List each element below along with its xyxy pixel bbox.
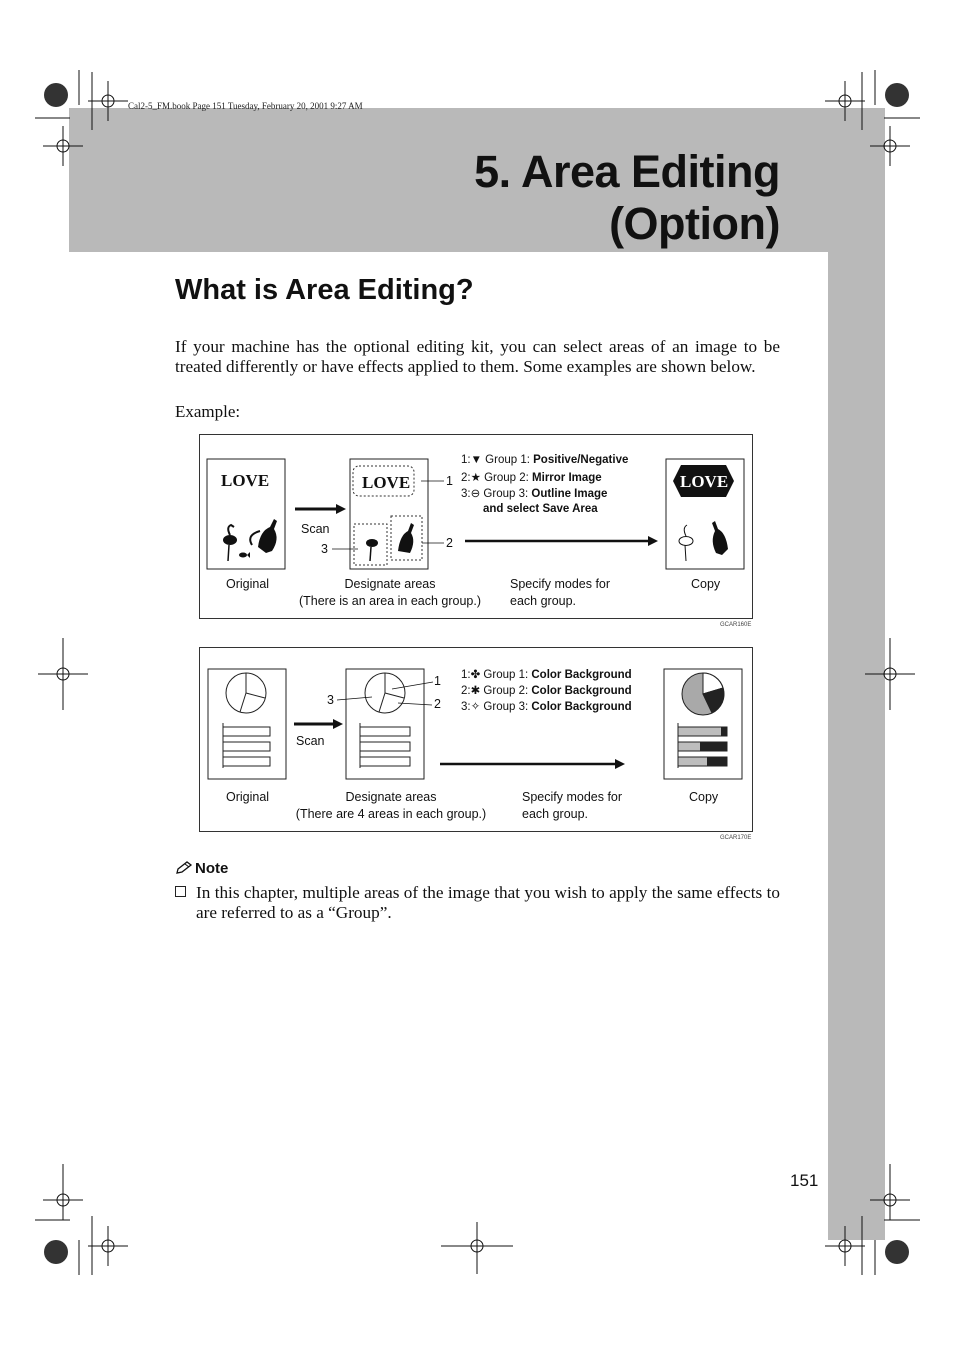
note-item-text: In this chapter, multiple areas of the image that you wish to apply the same effects to are referred to as a “Group”. bbox=[196, 883, 780, 922]
designate-label: Designate areas bbox=[345, 790, 437, 804]
registration-dark-circles bbox=[44, 83, 909, 1264]
group3-mode: Color Background bbox=[531, 701, 632, 713]
group2-mode: Mirror Image bbox=[532, 472, 602, 484]
designate-sub: (There are 4 areas in each group.) bbox=[295, 807, 487, 821]
group1-prefix: 1:✤ Group 1: bbox=[461, 669, 532, 681]
love-text: LOVE bbox=[221, 471, 270, 490]
callout-2: 2 bbox=[446, 536, 453, 550]
group3-mode-cont: and select Save Area bbox=[483, 503, 598, 515]
figure-code: GCAR170E bbox=[720, 835, 752, 841]
scan-label: Scan bbox=[296, 734, 325, 748]
chapter-title: 5. Area Editing (Option) bbox=[474, 146, 780, 249]
original-label: Original bbox=[226, 577, 270, 591]
group3-prefix: 3:✧ Group 3: bbox=[461, 701, 532, 713]
love-text-designated: LOVE bbox=[362, 473, 411, 492]
callout-3: 3 bbox=[321, 542, 328, 556]
callout-2: 2 bbox=[434, 697, 441, 711]
specify-sub: each group. bbox=[522, 807, 589, 821]
callout-1: 1 bbox=[446, 474, 453, 488]
designate-sub: (There is an area in each group.) bbox=[298, 594, 482, 608]
intro-paragraph: If your machine has the optional editing kit, you can select areas of an image to be treated differently or have effects applied to them. Some examples are shown below. bbox=[175, 337, 780, 376]
group2-mode: Color Background bbox=[531, 685, 632, 697]
love-text-negative: LOVE bbox=[680, 472, 729, 491]
group3-prefix: 3:⊖ Group 3: bbox=[461, 488, 532, 500]
original-label: Original bbox=[226, 790, 270, 804]
figure-code: GCAR160E bbox=[720, 622, 752, 628]
note-heading-text: Note bbox=[195, 860, 229, 877]
specify-label: Specify modes for bbox=[522, 790, 623, 804]
copy-label: Copy bbox=[689, 790, 719, 804]
section-title: What is Area Editing? bbox=[175, 274, 474, 306]
group1-prefix: 1:▼ Group 1: bbox=[461, 454, 534, 466]
designate-label: Designate areas bbox=[344, 577, 436, 591]
specify-sub: each group. bbox=[510, 594, 577, 608]
specify-label: Specify modes for bbox=[510, 577, 611, 591]
page-number: 151 bbox=[790, 1171, 819, 1190]
copy-label: Copy bbox=[691, 577, 721, 591]
example-label: Example: bbox=[175, 402, 241, 421]
callout-1: 1 bbox=[434, 674, 441, 688]
group3-mode: Outline Image bbox=[531, 488, 608, 500]
callout-3: 3 bbox=[327, 693, 334, 707]
registration-crosshair-icon bbox=[38, 81, 915, 1274]
book-header-line: Cal2-5_FM.book Page 151 Tuesday, February 20, 2001 9:27 AM bbox=[128, 101, 363, 111]
group1-mode: Color Background bbox=[531, 669, 632, 681]
group2-prefix: 2:✱ Group 2: bbox=[461, 685, 532, 697]
group1-mode: Positive/Negative bbox=[533, 454, 629, 466]
group2-prefix: 2:★ Group 2: bbox=[461, 472, 533, 484]
scan-label: Scan bbox=[301, 522, 330, 536]
